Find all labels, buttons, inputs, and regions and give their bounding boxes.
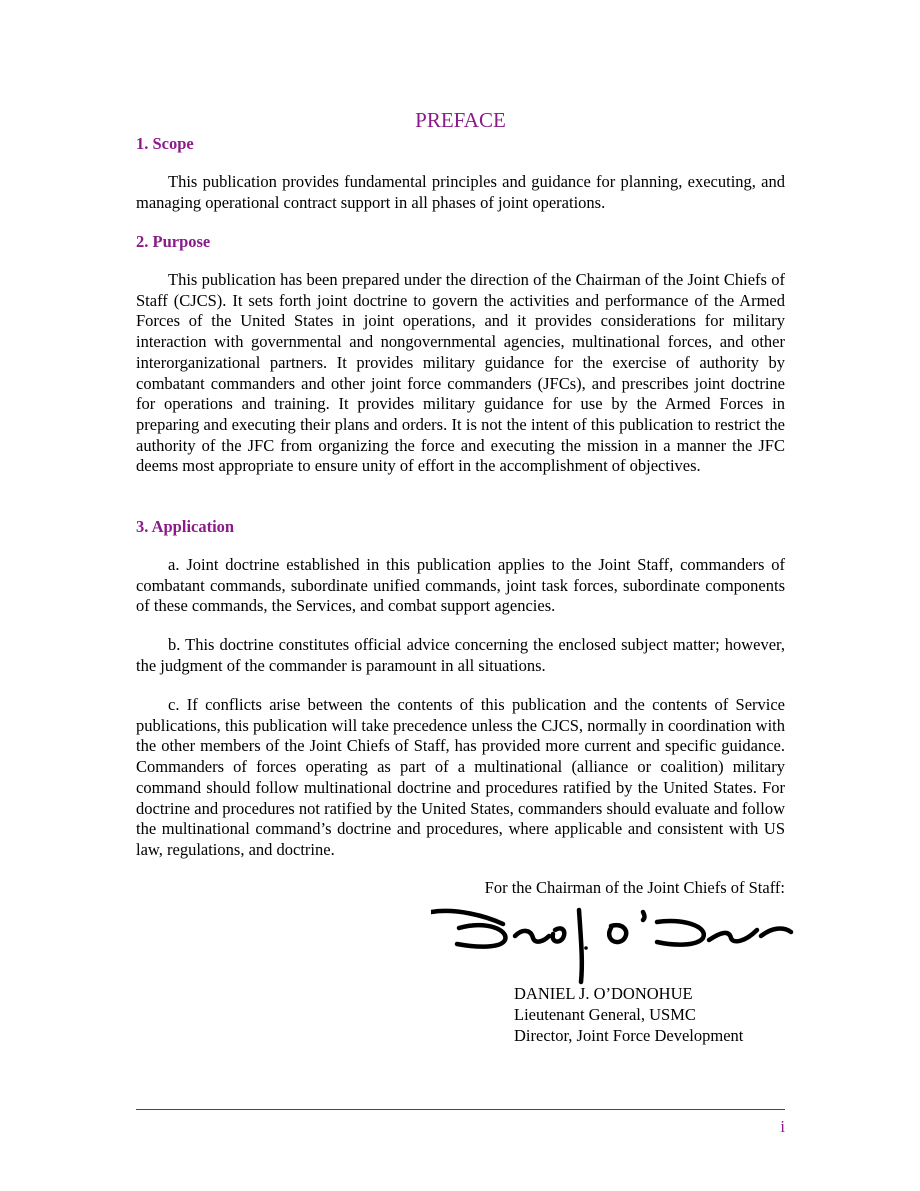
signer-position: Director, Joint Force Development: [514, 1026, 744, 1045]
page-title: PREFACE: [415, 108, 506, 132]
application-paragraph-c: c. If conflicts arise between the contents of this publication and the contents of Service publications, this publication will take precedence unless the CJCS, normally in coordination with the other members of the Joint Chiefs of Staff, has provided more current and specific guidance. Commanders of forces operating as part of a multinational (alliance or coalition) military command should follow multinational doctrine and procedures ratified by the United States. For doctrine and procedures not ratified by the United States, commanders should evaluate and follow the multinational command’s doctrine and procedures, where applicable and consistent with US law, regulations, and doctrine.: [136, 695, 785, 859]
closing-line: For the Chairman of the Joint Chiefs of Staff:: [484, 878, 785, 897]
application-heading: 3. Application: [136, 517, 235, 536]
page-number: i: [780, 1117, 785, 1136]
scope-paragraph: This publication provides fundamental principles and guidance for planning, executing, and managing operational contract support in all phases of joint operations.: [136, 172, 785, 212]
signature-image: [431, 900, 801, 990]
footer-rule: [136, 1109, 785, 1110]
application-paragraph-a: a. Joint doctrine established in this publication applies to the Joint Staff, commanders of combatant commands, subordinate unified commands, joint task forces, subordinate components of these commands, the Services, and combat support agencies.: [136, 555, 785, 616]
signer-name: DANIEL J. O’DONOHUE: [514, 984, 693, 1003]
application-paragraph-b: b. This doctrine constitutes official advice concerning the enclosed subject matter; however, the judgment of the commander is paramount in all situations.: [136, 635, 785, 675]
scope-heading: 1. Scope: [136, 134, 194, 153]
signer-rank: Lieutenant General, USMC: [514, 1005, 696, 1024]
purpose-heading: 2. Purpose: [136, 232, 211, 251]
purpose-paragraph: This publication has been prepared under the direction of the Chairman of the Joint Chiefs of Staff (CJCS). It sets forth joint doctrine to govern the activities and performance of the Armed Forces of the United States in joint operations, and it provides considerations for military interaction with governmental and nongovernmental agencies, multinational forces, and other interorganizational partners. It provides military guidance for the exercise of authority by combatant commanders and other joint force commanders (JFCs), and prescribes joint doctrine for operations and training. It provides military guidance for use by the Armed Forces in preparing and executing their plans and orders. It is not the intent of this publication to restrict the authority of the JFC from organizing the force and executing the mission in a manner the JFC deems most appropriate to ensure unity of effort in the accomplishment of objectives.: [136, 270, 785, 476]
